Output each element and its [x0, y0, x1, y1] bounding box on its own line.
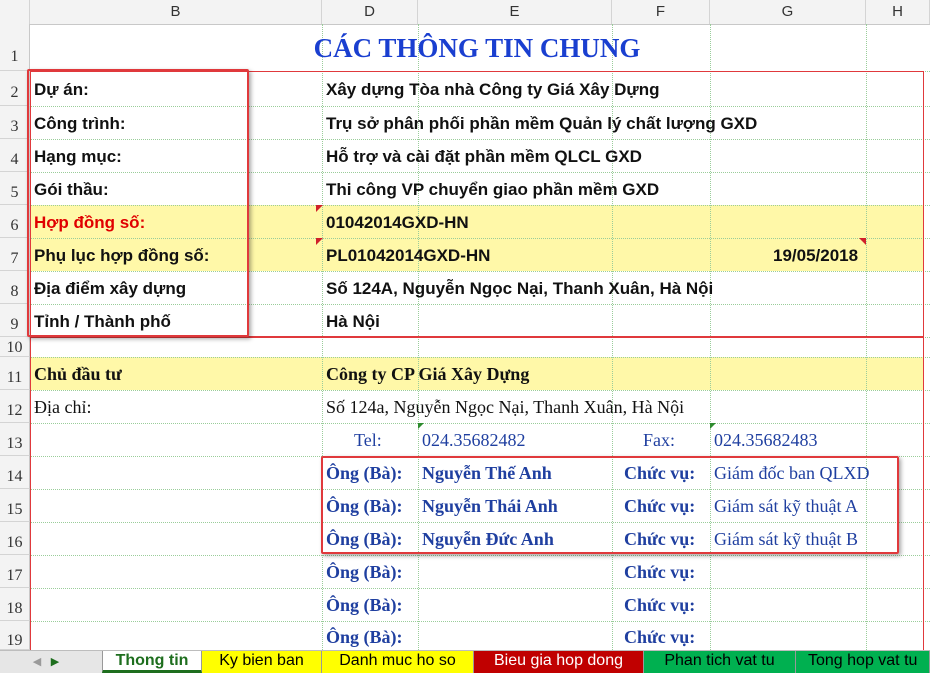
label-fax[interactable]: Fax:	[643, 430, 676, 450]
person-position-label[interactable]: Chức vụ:	[624, 595, 696, 615]
person-position-label[interactable]: Chức vụ:	[624, 529, 696, 549]
label-hop-dong-so[interactable]: Hợp đồng số:	[34, 213, 146, 232]
value-du-an[interactable]: Xây dựng Tòa nhà Công ty Giá Xây Dựng	[326, 80, 660, 99]
column-header-bar	[0, 0, 930, 25]
comment-indicator[interactable]	[859, 238, 866, 245]
column-header-b[interactable]: B	[30, 0, 322, 24]
label-goi-thau[interactable]: Gói thầu:	[34, 180, 109, 199]
page-title[interactable]: CÁC THÔNG TIN CHUNG	[313, 33, 641, 63]
column-header-d[interactable]: D	[322, 0, 418, 24]
column-header-e[interactable]: E	[418, 0, 612, 24]
person-position[interactable]: Giám sát kỹ thuật B	[714, 529, 858, 549]
label-chu-dau-tu[interactable]: Chủ đầu tư	[34, 364, 122, 384]
row-header-9[interactable]: 9	[0, 304, 30, 337]
person-position[interactable]: Giám sát kỹ thuật A	[714, 496, 858, 516]
label-cong-trinh[interactable]: Công trình:	[34, 114, 126, 133]
person-label[interactable]: Ông (Bà):	[326, 562, 403, 582]
row-header-3[interactable]: 3	[0, 106, 30, 139]
row-header-13[interactable]: 13	[0, 423, 30, 456]
sheet-tab-ky-bien-ban[interactable]: Ky bien ban	[202, 651, 322, 673]
value-tinh-thanh-pho[interactable]: Hà Nội	[326, 312, 380, 331]
person-label[interactable]: Ông (Bà):	[326, 496, 403, 516]
row-header-4[interactable]: 4	[0, 139, 30, 172]
label-dia-chi[interactable]: Địa chỉ:	[34, 397, 92, 417]
row-header-2[interactable]: 2	[0, 71, 30, 106]
label-tel[interactable]: Tel:	[354, 430, 382, 450]
sheet-tab-danh-muc-ho-so[interactable]: Danh muc ho so	[322, 651, 474, 673]
person-label[interactable]: Ông (Bà):	[326, 463, 403, 483]
label-hang-muc[interactable]: Hạng mục:	[34, 147, 122, 166]
row-header-18[interactable]: 18	[0, 588, 30, 621]
sheet-tab-tong-hop-vat-tu[interactable]: Tong hop vat tu	[796, 651, 930, 673]
row-header-19[interactable]: 19	[0, 621, 30, 650]
value-hang-muc[interactable]: Hỗ trợ và cài đặt phần mềm QLCL GXD	[326, 147, 642, 166]
row-header-14[interactable]: 14	[0, 456, 30, 489]
label-tinh-thanh-pho[interactable]: Tỉnh / Thành phố	[34, 312, 171, 331]
people-highlight-box	[321, 456, 899, 554]
label-phu-luc[interactable]: Phụ lục hợp đồng số:	[34, 246, 210, 265]
row-header-11[interactable]: 11	[0, 357, 30, 390]
value-phu-luc-date[interactable]: 19/05/2018	[773, 246, 859, 265]
sheet-tab-thong-tin[interactable]: Thong tin	[102, 651, 202, 673]
label-dia-diem[interactable]: Địa điểm xây dựng	[34, 279, 187, 298]
person-position-label[interactable]: Chức vụ:	[624, 562, 696, 582]
person-position-label[interactable]: Chức vụ:	[624, 463, 696, 483]
triangle-left-icon[interactable]: ◀	[32, 656, 42, 668]
person-name[interactable]: Nguyễn Thái Anh	[422, 496, 558, 516]
row-header-7[interactable]: 7	[0, 238, 30, 271]
triangle-right-icon[interactable]: ▶	[50, 656, 60, 668]
row-header-1[interactable]: 1	[0, 24, 30, 71]
person-position-label[interactable]: Chức vụ:	[624, 627, 696, 647]
row-header-10[interactable]: 10	[0, 337, 30, 357]
row-header-8[interactable]: 8	[0, 271, 30, 304]
comment-indicator[interactable]	[418, 423, 424, 429]
column-header-f[interactable]: F	[612, 0, 710, 24]
select-all-corner[interactable]	[0, 0, 30, 24]
value-tel[interactable]: 024.35682482	[422, 430, 526, 450]
value-chu-dau-tu[interactable]: Công ty CP Giá Xây Dựng	[326, 364, 530, 384]
sheet-tab-bieu-gia-hop-dong[interactable]: Bieu gia hop dong	[474, 651, 644, 673]
row-header-17[interactable]: 17	[0, 555, 30, 588]
person-name[interactable]: Nguyễn Đức Anh	[422, 529, 554, 549]
sheet-tab-phan-tich-vat-tu[interactable]: Phan tich vat tu	[644, 651, 796, 673]
row-header-12[interactable]: 12	[0, 390, 30, 423]
value-dia-chi[interactable]: Số 124a, Nguyễn Ngọc Nại, Thanh Xuân, Hà Nội	[326, 397, 685, 417]
comment-indicator[interactable]	[710, 423, 716, 429]
person-name[interactable]: Nguyễn Thế Anh	[422, 463, 552, 483]
value-dia-diem[interactable]: Số 124A, Nguyễn Ngọc Nại, Thanh Xuân, Hà Nội	[326, 279, 714, 298]
row-header-5[interactable]: 5	[0, 172, 30, 205]
labels-highlight-box	[27, 69, 249, 337]
person-position[interactable]: Giám đốc ban QLXD	[714, 463, 870, 483]
label-du-an[interactable]: Dự án:	[34, 80, 89, 99]
column-header-g[interactable]: G	[710, 0, 866, 24]
comment-indicator[interactable]	[316, 205, 323, 212]
person-label[interactable]: Ông (Bà):	[326, 627, 403, 647]
value-goi-thau[interactable]: Thi công VP chuyển giao phần mềm GXD	[326, 180, 660, 199]
row-header-15[interactable]: 15	[0, 489, 30, 522]
value-phu-luc[interactable]: PL01042014GXD-HN	[326, 246, 491, 265]
sheet-tab-bar	[0, 650, 930, 673]
value-cong-trinh[interactable]: Trụ sở phân phối phần mềm Quản lý chất lượng GXD	[326, 114, 758, 133]
row-header-16[interactable]: 16	[0, 522, 30, 555]
person-label[interactable]: Ông (Bà):	[326, 529, 403, 549]
person-position-label[interactable]: Chức vụ:	[624, 496, 696, 516]
person-label[interactable]: Ông (Bà):	[326, 595, 403, 615]
value-hop-dong-so[interactable]: 01042014GXD-HN	[326, 213, 469, 232]
row-header-6[interactable]: 6	[0, 205, 30, 238]
column-header-h[interactable]: H	[866, 0, 930, 24]
value-fax[interactable]: 024.35682483	[714, 430, 818, 450]
comment-indicator[interactable]	[316, 238, 323, 245]
